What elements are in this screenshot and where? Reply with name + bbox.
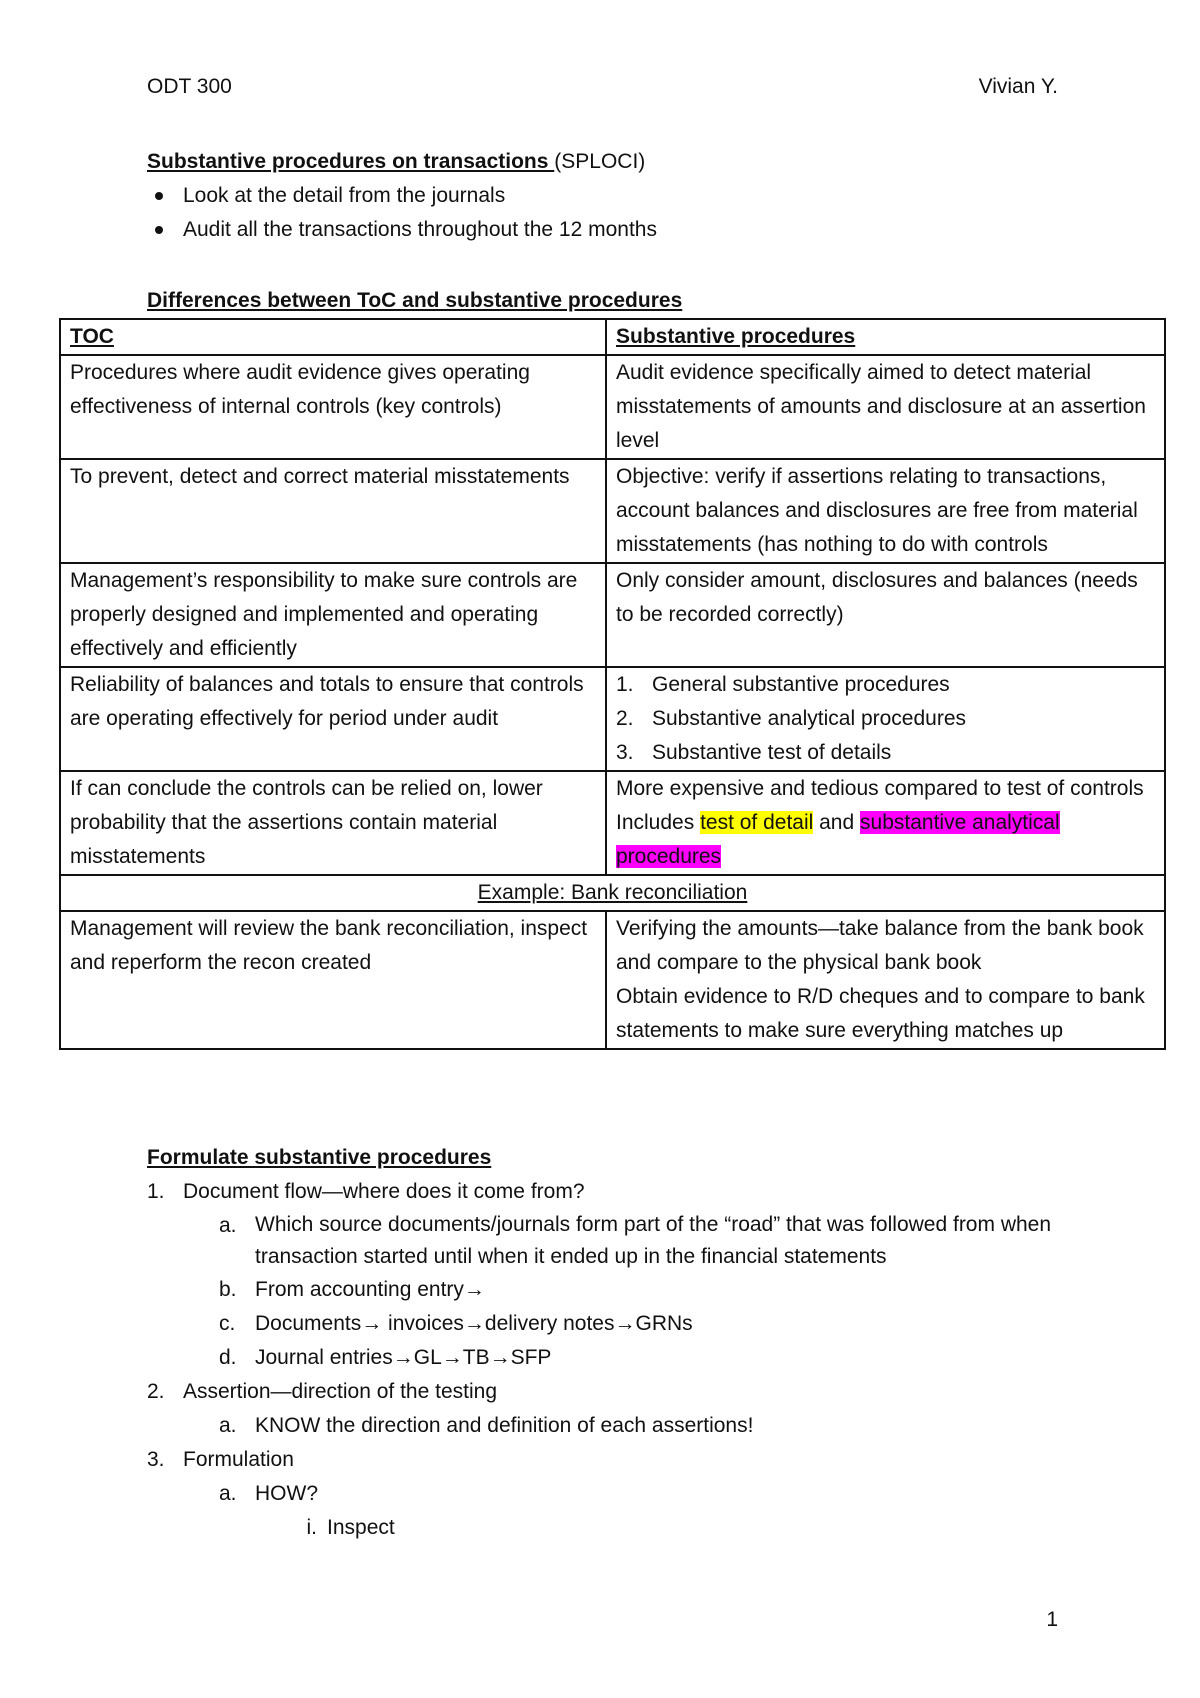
list-item: a. KNOW the direction and definition of each assertions!	[219, 1414, 754, 1437]
section-formulate	[147, 1141, 1067, 1545]
section-title: Formulate substantive procedures	[147, 1146, 492, 1169]
section-title-text: Substantive procedures on transactions	[147, 150, 555, 173]
list-item: 1. Document flow—where does it come from?	[147, 1180, 585, 1203]
list-item: 2. Assertion—direction of the testing	[147, 1380, 497, 1403]
table-row	[60, 911, 1165, 1049]
table-row	[60, 459, 1165, 563]
table-cell: Management will review the bank reconciliation, inspect and reperform the recon created	[60, 911, 606, 1049]
cell-line-includes: Includes test of detail and substantive analytical procedures	[616, 811, 1060, 868]
bullet-list	[147, 179, 1047, 247]
cell-line: Verifying the amounts—take balance from the bank book and compare to the physical bank book	[616, 917, 1144, 974]
table-cell-list	[606, 667, 1165, 771]
bullet-item: Look at the detail from the journals	[147, 179, 1047, 213]
table-cell: Audit evidence specifically aimed to detect material misstatements of amounts and disclosure at an assertion level	[606, 355, 1165, 459]
table-row	[60, 355, 1165, 459]
cell-line: More expensive and tedious compared to test of controls	[616, 777, 1144, 800]
table-header-substantive: Substantive procedures	[606, 319, 1165, 355]
list-item: 1. General substantive procedures	[616, 673, 950, 696]
table-header-row	[60, 319, 1165, 355]
table-row	[60, 771, 1165, 875]
table-cell: Only consider amount, disclosures and balances (needs to be recorded correctly)	[606, 563, 1165, 667]
list-item: 2. Substantive analytical procedures	[616, 707, 967, 730]
author-name: Vivian Y.	[978, 75, 1058, 98]
highlight-test-of-detail: test of detail	[700, 811, 814, 834]
table-row	[60, 667, 1165, 771]
table-cell	[606, 771, 1165, 875]
table-cell: Procedures where audit evidence gives operating effectiveness of internal controls (key controls)	[60, 355, 606, 459]
list-item: i. Inspect	[306, 1516, 395, 1539]
list-item: d. Journal entries→GL→TB→SFP	[219, 1346, 552, 1369]
list-item: 3. Substantive test of details	[616, 741, 892, 764]
list-item: 3. Formulation	[147, 1448, 294, 1471]
list-item: a. HOW?	[219, 1482, 318, 1505]
section-differences-title: Differences between ToC and substantive procedures	[147, 289, 683, 312]
section-transactions	[147, 145, 1047, 247]
list-item: b. From accounting entry→	[219, 1278, 485, 1301]
section-title	[147, 145, 1047, 179]
table-example-row	[60, 875, 1165, 911]
table-cell	[606, 911, 1165, 1049]
list-item: a. Which source documents/journals form part of the “road” that was followed from when transaction started until when it ended up in the financial statements	[219, 1213, 1052, 1268]
table-row	[60, 563, 1165, 667]
page-number: 1	[1046, 1608, 1058, 1631]
procedure-types-list	[616, 668, 1155, 770]
table-cell: To prevent, detect and correct material misstatements	[60, 459, 606, 563]
course-code: ODT 300	[147, 75, 232, 98]
example-title-cell: Example: Bank reconciliation	[60, 875, 1165, 911]
list-item: c. Documents→ invoices→delivery notes→GRNs	[219, 1312, 693, 1335]
table-cell: Objective: verify if assertions relating to transactions, account balances and disclosures are free from material misstatements (has nothing to do with controls	[606, 459, 1165, 563]
section-title-suffix: (SPLOCI)	[554, 150, 646, 173]
cell-line: Obtain evidence to R/D cheques and to compare to bank statements to make sure everything matches up	[616, 985, 1145, 1042]
table-header-toc: TOC	[60, 319, 606, 355]
table-cell: If can conclude the controls can be relied on, lower probability that the assertions contain material misstatements	[60, 771, 606, 875]
table-cell: Management’s responsibility to make sure controls are properly designed and implemented and operating effectively and efficiently	[60, 563, 606, 667]
highlight-substantive-analytical: substantive analytical procedures	[616, 811, 1060, 868]
bullet-item: Audit all the transactions throughout the 12 months	[147, 213, 1047, 247]
comparison-table	[59, 318, 1166, 1050]
table-cell: Reliability of balances and totals to ensure that controls are operating effectively for period under audit	[60, 667, 606, 771]
